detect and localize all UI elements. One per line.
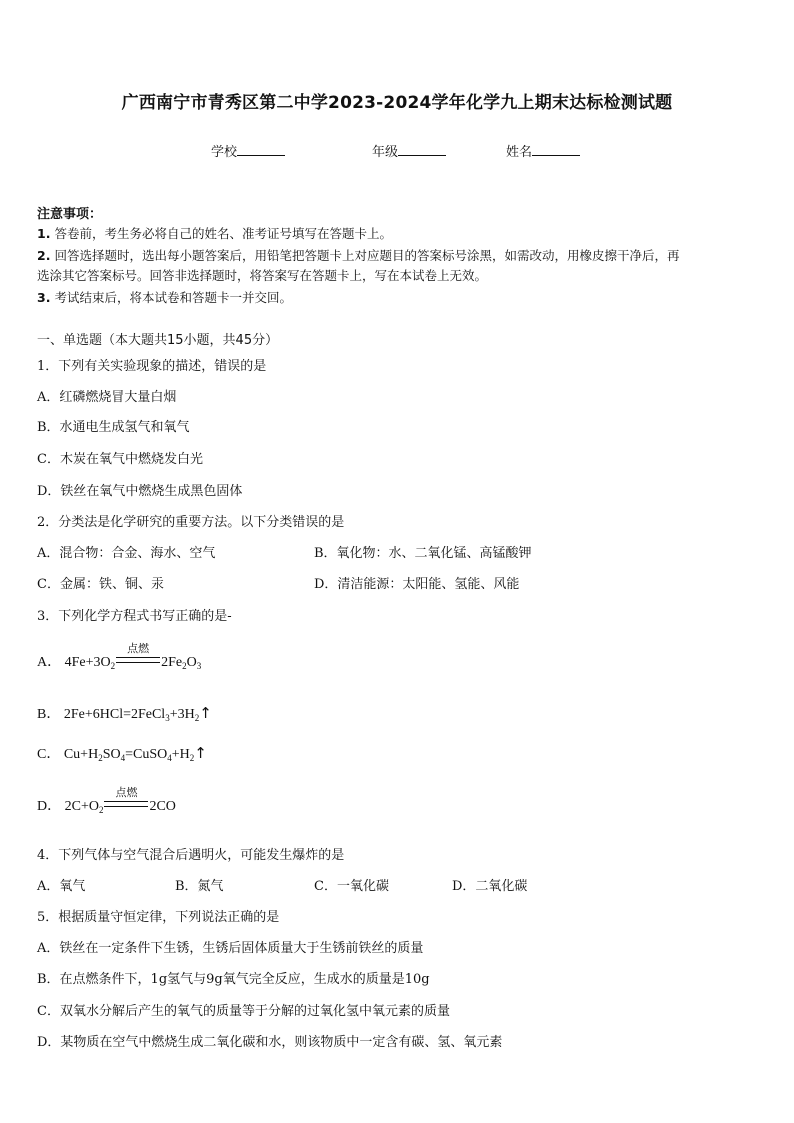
note-3-text: 考试结束后，将本试卷和答题卡一并交回。 <box>54 290 292 305</box>
q5-option-a: A．铁丝在一定条件下生锈，生锈后固体质量大于生锈前铁丝的质量 <box>37 941 424 956</box>
q3-c-sub1: 2 <box>98 753 103 763</box>
gas-arrow-icon: ↑ <box>194 744 207 762</box>
q3-c-sub4: 2 <box>189 753 195 763</box>
q3-a-sub2: 2 <box>182 661 187 671</box>
q3-d-left: 2C+O <box>64 799 99 814</box>
note-2-text-a: 回答选择题时，选出每小题答案后，用铅笔把答题卡上对应题目的答案标号涂黑，如需改动，用橡皮擦干净后，再 <box>54 248 680 263</box>
q1-option-d: D．铁丝在氧气中燃烧生成黑色固体 <box>37 484 243 499</box>
name-label: 姓名 <box>506 145 533 160</box>
q3-a-left: 4Fe+3O <box>64 655 111 670</box>
q3-c-label: C． <box>37 747 61 762</box>
q4-option-b: B．氮气 <box>175 879 224 894</box>
q5-stem: 5．根据质量守恒定律，下列说法正确的是 <box>37 910 280 925</box>
q3-c-text1: Cu+H <box>63 747 99 762</box>
note-3-number: 3. <box>37 290 51 305</box>
q3-stem: 3．下列化学方程式书写正确的是- <box>37 609 232 624</box>
school-blank <box>237 143 285 156</box>
q3-b-sub1: 3 <box>165 713 170 723</box>
q2-stem: 2．分类法是化学研究的重要方法。以下分类错误的是 <box>37 515 345 530</box>
q3-a-sub3: 3 <box>196 661 202 671</box>
q3-d-label: D． <box>37 799 62 814</box>
q3-b-sub2: 2 <box>194 713 200 723</box>
note-2-number: 2. <box>37 248 51 263</box>
q3-option-a: A． $4Fe+3O_2$ 点燃 $2Fe_2O_3$ <box>37 642 202 671</box>
grade-field <box>372 141 446 160</box>
q2-option-c: C．金属：铁、铜、汞 <box>37 577 164 592</box>
q3-d-equals-sign <box>104 801 148 807</box>
note-2 <box>37 246 679 264</box>
note-1-text: 答卷前，考生务必将自己的姓名、准考证号填写在答题卡上。 <box>54 226 392 241</box>
gas-arrow-icon: ↑ <box>199 704 212 722</box>
q3-c-sub2: 4 <box>120 753 126 763</box>
q3-b-label: B． <box>37 707 61 722</box>
note-1-number: 1. <box>37 226 51 241</box>
q3-a-equals-sign <box>116 657 160 663</box>
school-label: 学校 <box>211 145 238 160</box>
notes-heading: 注意事项： <box>37 207 103 222</box>
page-title: 广西南宁市青秀区第二中学2023-2024学年化学九上期末达标检测试题 <box>121 93 673 113</box>
q3-d-condition <box>104 786 148 815</box>
grade-label: 年级 <box>372 145 399 160</box>
q5-option-b: B．在点燃条件下，1g氢气与9g氧气完全反应，生成水的质量是10g <box>37 972 430 987</box>
note-3 <box>37 288 292 306</box>
q1-stem: 1．下列有关实验现象的描述，错误的是 <box>37 359 267 374</box>
q3-b-text1: 2Fe+6HCl=2FeCl <box>63 707 166 722</box>
name-field <box>506 141 580 160</box>
q3-option-b <box>37 703 212 723</box>
note-1 <box>37 224 392 242</box>
q3-d-right: 2CO <box>149 799 176 814</box>
q3-a-condition <box>116 642 160 671</box>
q1-option-c: C．木炭在氧气中燃烧发白光 <box>37 452 203 467</box>
q3-a-right: 2Fe <box>161 655 183 670</box>
q3-option-d <box>37 786 176 815</box>
q3-c-text3: =CuSO <box>125 747 168 762</box>
q3-a-label: A． <box>37 655 62 670</box>
q3-b-text2: +3H <box>169 707 195 722</box>
q2-option-b: B．氧化物：水、二氧化锰、高锰酸钾 <box>314 546 532 561</box>
q5-option-d: D．某物质在空气中燃烧生成二氧化碳和水，则该物质中一定含有碳、氢、氧元素 <box>37 1035 503 1050</box>
q3-c-text4: +H <box>171 747 190 762</box>
q3-d-sub1: 2 <box>98 805 104 815</box>
q3-a-sub1: 2 <box>110 661 116 671</box>
q4-option-d: D．二氧化碳 <box>452 879 528 894</box>
section-heading: 一、单选题（本大题共15小题，共45分） <box>37 333 279 348</box>
q4-option-c: C．一氧化碳 <box>314 879 389 894</box>
q4-stem: 4．下列气体与空气混合后遇明火，可能发生爆炸的是 <box>37 848 345 863</box>
q3-c-text2: SO <box>102 747 121 762</box>
q1-option-b: B．水通电生成氢气和氧气 <box>37 420 190 435</box>
q4-option-a: A．氧气 <box>37 879 86 894</box>
q2-option-d: D．清洁能源：太阳能、氢能、风能 <box>314 577 520 592</box>
q3-option-c <box>37 743 207 763</box>
note-2-cont: 选涂其它答案标号。回答非选择题时，将答案写在答题卡上，写在本试卷上无效。 <box>37 268 488 283</box>
grade-blank <box>398 143 446 156</box>
q1-option-a: A．红磷燃烧冒大量白烟 <box>37 390 177 405</box>
school-field <box>211 141 285 160</box>
q5-option-c: C．双氧水分解后产生的氧气的质量等于分解的过氧化氢中氧元素的质量 <box>37 1004 450 1019</box>
q2-option-a: A．混合物：合金、海水、空气 <box>37 546 216 561</box>
q3-d-condition-text: 点燃 <box>115 786 138 799</box>
q3-c-sub3: 4 <box>167 753 172 763</box>
name-blank <box>532 143 580 156</box>
q3-a-condition-text: 点燃 <box>127 642 150 655</box>
